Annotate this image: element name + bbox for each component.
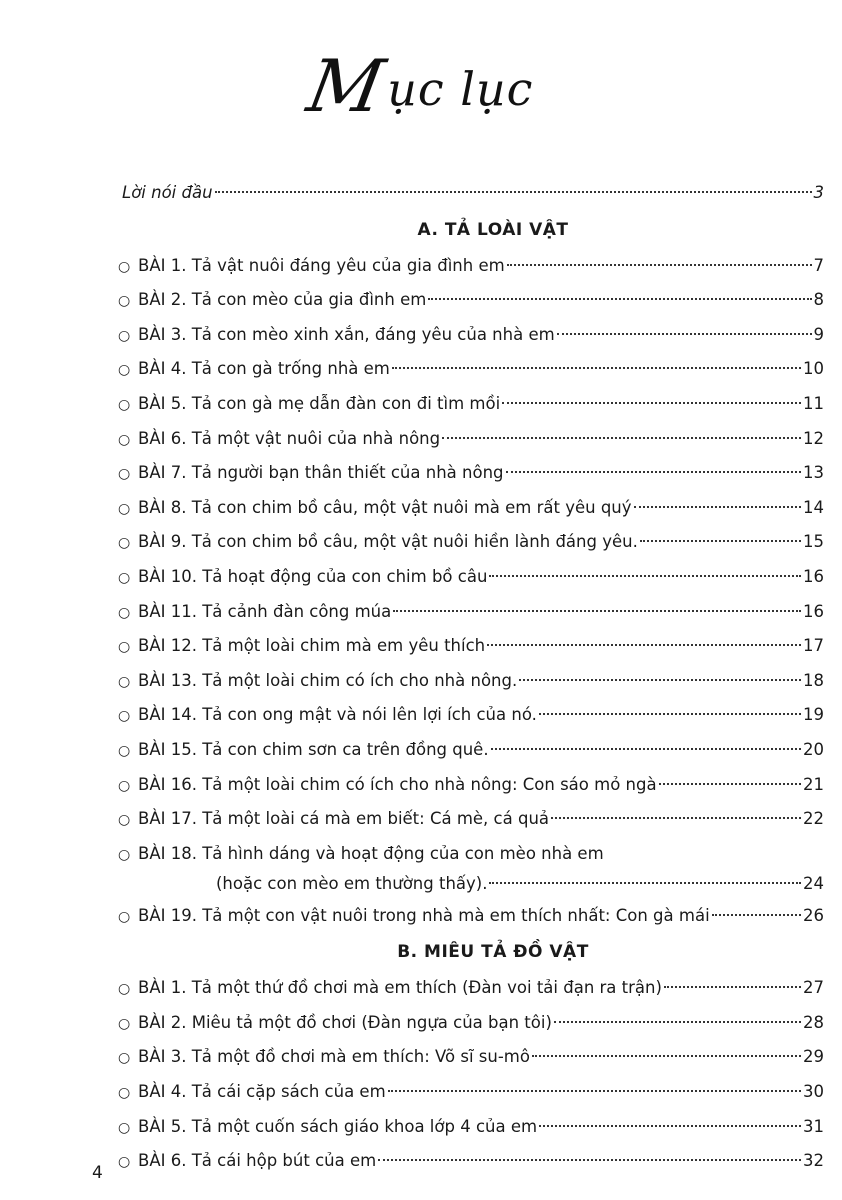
toc-entry-label: BÀI 17. Tả một loài cá mà em biết: Cá mè, cá quả [138, 809, 550, 829]
dot-leader [215, 191, 812, 193]
toc-entry-label: BÀI 5. Tả con gà mẹ dẫn đàn con đi tìm mồi [138, 393, 501, 413]
toc-entry[interactable] [118, 698, 824, 733]
toc-entry-label: BÀI 18. Tả hình dáng và hoạt động của con mèo nhà em [138, 843, 604, 863]
circle-bullet-icon: ○ [118, 431, 131, 448]
toc-entry-label: BÀI 14. Tả con ong mật và nói lên lợi ích của nó. [138, 705, 537, 725]
circle-bullet-icon: ○ [118, 673, 131, 690]
circle-bullet-icon: ○ [118, 812, 131, 829]
toc-entry-page: 28 [803, 1012, 824, 1032]
toc-entry[interactable] [118, 802, 824, 837]
dot-leader [539, 713, 801, 715]
toc-entry-page: 22 [803, 809, 824, 829]
section-heading: B. MIÊU TẢ ĐỒ VẬT [397, 942, 589, 963]
toc-entry-page: 14 [803, 497, 824, 517]
toc-entry-label: BÀI 1. Tả một thứ đồ chơi mà em thích (Đàn voi tải đạn ra trận) [138, 978, 662, 998]
circle-bullet-icon: ○ [118, 777, 131, 794]
toc-entry[interactable] [118, 525, 824, 560]
toc-entry[interactable] [118, 1006, 824, 1041]
toc-entry-label: BÀI 7. Tả người bạn thân thiết của nhà nông [138, 463, 504, 483]
toc-intro-label: Lời nói đầu [122, 183, 213, 202]
toc-entry-label: BÀI 13. Tả một loài chim có ích cho nhà nông. [138, 670, 518, 690]
page-number: 4 [92, 1163, 103, 1183]
toc-entry[interactable] [118, 249, 824, 284]
title-text: ục lục [387, 62, 534, 116]
toc-entry-page: 9 [813, 324, 824, 344]
toc-entry[interactable] [118, 318, 824, 353]
toc-entry-label: BÀI 9. Tả con chim bồ câu, một vật nuôi hiền lành đáng yêu. [138, 532, 638, 552]
toc-entry-page: 29 [803, 1047, 824, 1067]
circle-bullet-icon: ○ [118, 604, 131, 621]
circle-bullet-icon: ○ [118, 535, 131, 552]
toc-entry-label: BÀI 4. Tả con gà trống nhà em [138, 359, 390, 379]
dot-leader [392, 367, 801, 369]
toc-entry[interactable] [118, 1040, 824, 1075]
toc-entry[interactable] [118, 595, 824, 630]
dot-leader [554, 1021, 801, 1023]
circle-bullet-icon: ○ [118, 742, 131, 759]
toc-entry-page: 26 [803, 905, 824, 925]
toc-entry[interactable] [118, 1075, 824, 1110]
circle-bullet-icon: ○ [118, 846, 131, 863]
toc-entry-label: BÀI 2. Miêu tả một đồ chơi (Đàn ngựa của bạn tôi) [138, 1012, 552, 1032]
toc-entry[interactable] [118, 422, 824, 457]
dot-leader [491, 748, 801, 750]
dot-leader [442, 437, 801, 439]
dot-leader [428, 298, 811, 300]
toc-entry-label: BÀI 6. Tả cái hộp bút của em [138, 1151, 377, 1171]
dot-leader [551, 817, 801, 819]
toc-entry-continuation[interactable] [118, 869, 824, 899]
title-swash-letter: M [301, 44, 391, 128]
circle-bullet-icon: ○ [118, 569, 131, 586]
dot-leader [519, 679, 801, 681]
circle-bullet-icon: ○ [118, 1119, 131, 1136]
table-of-contents [118, 176, 824, 1179]
dot-leader [664, 986, 801, 988]
dot-leader [388, 1090, 801, 1092]
section-heading: A. TẢ LOÀI VẬT [417, 219, 569, 240]
toc-entry-page: 12 [803, 428, 824, 448]
toc-entry-label: BÀI 8. Tả con chim bồ câu, một vật nuôi mà em rất yêu quý [138, 497, 632, 517]
dot-leader [557, 333, 812, 335]
circle-bullet-icon: ○ [118, 362, 131, 379]
toc-intro-page: 3 [813, 183, 824, 202]
toc-entry-page: 20 [803, 739, 824, 759]
circle-bullet-icon: ○ [118, 327, 131, 344]
toc-entry-page: 8 [813, 290, 824, 310]
toc-entry-page: 32 [803, 1151, 824, 1171]
toc-entry-label: BÀI 12. Tả một loài chim mà em yêu thích [138, 636, 486, 656]
dot-leader [489, 575, 801, 577]
toc-entry[interactable] [118, 456, 824, 491]
circle-bullet-icon: ○ [118, 639, 131, 656]
toc-entry[interactable] [118, 899, 824, 934]
toc-entry-page: 30 [803, 1082, 824, 1102]
toc-entry-continuation-label: (hoặc con mèo em thường thấy). [216, 873, 488, 893]
toc-entry[interactable] [118, 971, 824, 1006]
toc-entry-page: 15 [803, 532, 824, 552]
toc-entry-page: 31 [803, 1116, 824, 1136]
toc-intro-row[interactable] [118, 176, 824, 211]
dot-leader [506, 471, 802, 473]
dot-leader [634, 506, 801, 508]
toc-entry-page: 21 [803, 774, 824, 794]
toc-entry-page: 17 [803, 636, 824, 656]
toc-entry[interactable] [118, 733, 824, 768]
toc-entry-label: BÀI 3. Tả con mèo xinh xắn, đáng yêu của nhà em [138, 324, 555, 344]
circle-bullet-icon: ○ [118, 258, 131, 275]
circle-bullet-icon: ○ [118, 908, 131, 925]
circle-bullet-icon: ○ [118, 466, 131, 483]
toc-entry-label: BÀI 16. Tả một loài chim có ích cho nhà nông: Con sáo mỏ ngà [138, 774, 657, 794]
toc-entry-label: BÀI 6. Tả một vật nuôi của nhà nông [138, 428, 441, 448]
circle-bullet-icon: ○ [118, 293, 131, 310]
circle-bullet-icon: ○ [118, 1050, 131, 1067]
toc-entry[interactable] [118, 387, 824, 422]
toc-entry-page: 27 [803, 978, 824, 998]
toc-entry[interactable] [118, 768, 824, 803]
toc-entry-label: BÀI 1. Tả vật nuôi đáng yêu của gia đình em [138, 255, 505, 275]
toc-entry[interactable] [118, 664, 824, 699]
circle-bullet-icon: ○ [118, 1154, 131, 1171]
toc-entry-page: 19 [803, 705, 824, 725]
circle-bullet-icon: ○ [118, 1085, 131, 1102]
toc-entry-page: 24 [803, 873, 824, 893]
dot-leader [640, 540, 801, 542]
toc-entry-page: 11 [803, 393, 824, 413]
toc-entry-page: 16 [803, 566, 824, 586]
toc-entry-label: BÀI 2. Tả con mèo của gia đình em [138, 290, 427, 310]
toc-entry[interactable] [118, 491, 824, 526]
dot-leader [507, 264, 812, 266]
toc-entry[interactable] [118, 283, 824, 318]
toc-entry[interactable] [118, 560, 824, 595]
dot-leader [393, 610, 801, 612]
toc-entry-label: BÀI 19. Tả một con vật nuôi trong nhà mà em thích nhất: Con gà mái [138, 905, 710, 925]
toc-entry-page: 7 [813, 255, 824, 275]
circle-bullet-icon: ○ [118, 1015, 131, 1032]
dot-leader [539, 1125, 801, 1127]
toc-entry-page: 10 [803, 359, 824, 379]
dot-leader [532, 1055, 801, 1057]
toc-entry-label: BÀI 4. Tả cái cặp sách của em [138, 1082, 386, 1102]
dot-leader [712, 914, 801, 916]
dot-leader [489, 882, 801, 884]
dot-leader [502, 402, 801, 404]
toc-entry-label: BÀI 15. Tả con chim sơn ca trên đồng quê. [138, 739, 489, 759]
dot-leader [487, 644, 801, 646]
toc-entry[interactable] [118, 352, 824, 387]
toc-entry-label: BÀI 11. Tả cảnh đàn công múa [138, 601, 392, 621]
circle-bullet-icon: ○ [118, 396, 131, 413]
toc-entry-page: 16 [803, 601, 824, 621]
toc-entry[interactable] [118, 629, 824, 664]
dot-leader [659, 783, 801, 785]
toc-entry-label: BÀI 3. Tả một đồ chơi mà em thích: Võ sĩ su-mô [138, 1047, 530, 1067]
dot-leader [378, 1159, 801, 1161]
toc-entry-label: BÀI 5. Tả một cuốn sách giáo khoa lớp 4 của em [138, 1116, 538, 1136]
circle-bullet-icon: ○ [118, 500, 131, 517]
page-title [0, 44, 842, 128]
toc-entry[interactable] [118, 1144, 824, 1179]
circle-bullet-icon: ○ [118, 708, 131, 725]
toc-entry[interactable] [118, 1110, 824, 1145]
toc-entry-label: BÀI 10. Tả hoạt động của con chim bồ câu [138, 566, 488, 586]
toc-entry-page: 18 [803, 670, 824, 690]
circle-bullet-icon: ○ [118, 981, 131, 998]
toc-entry[interactable] [118, 839, 824, 869]
toc-entry-page: 13 [803, 463, 824, 483]
